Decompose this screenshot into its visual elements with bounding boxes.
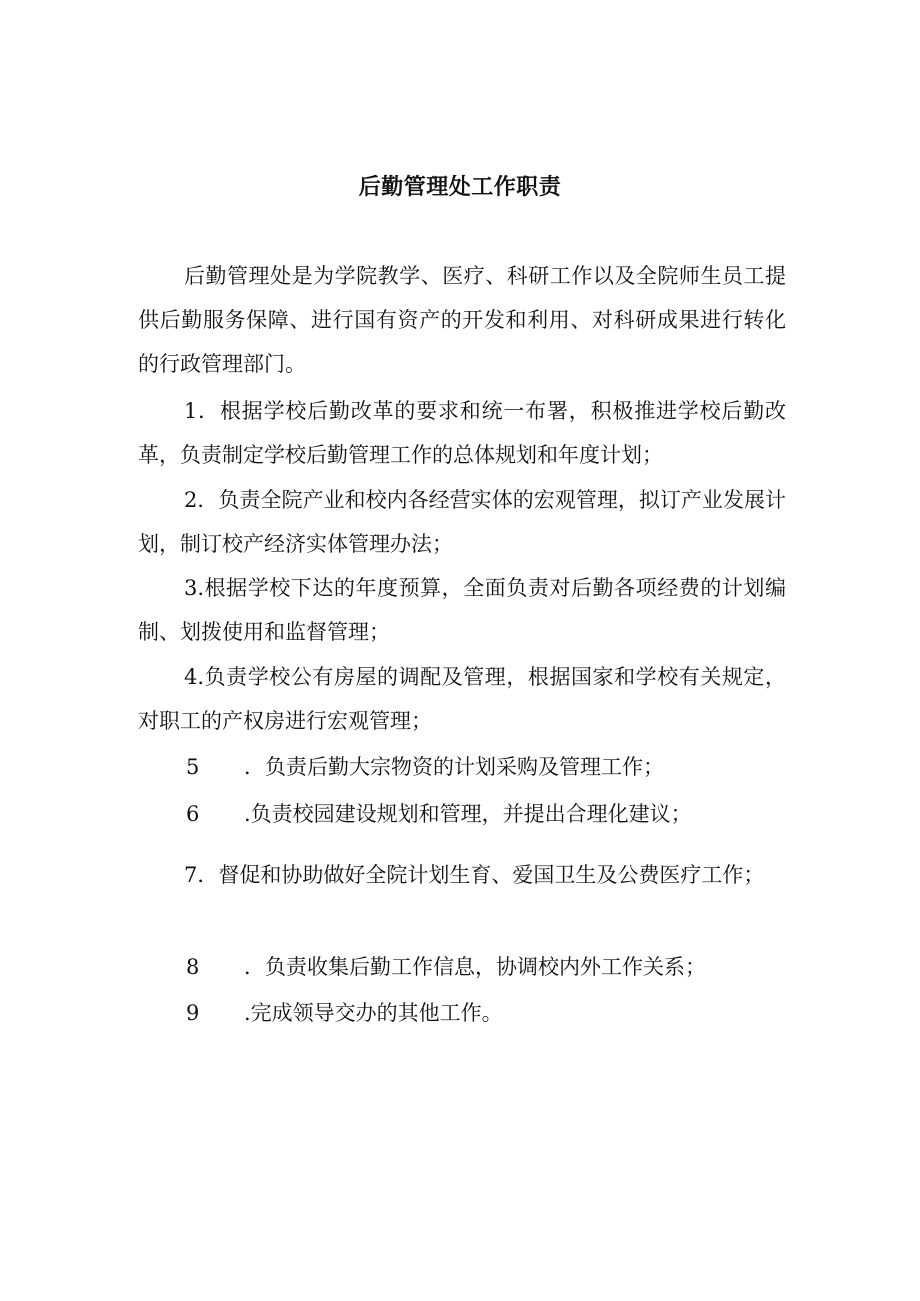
duty-item-6-text: .负责校园建设规划和管理，并提出合理化建议； [244, 802, 692, 826]
duty-item-9-text: .完成领导交办的其他工作。 [244, 1001, 503, 1025]
duty-item-4: 4.负责学校公有房屋的调配及管理，根据国家和学校有关规定，对职工的产权房进行宏观管理； [138, 665, 786, 733]
duty-item-5 [186, 745, 786, 789]
page-title: 后勤管理处工作职责 [358, 175, 562, 200]
duty-item-5-number: 5 [186, 755, 200, 779]
duty-item-8-number: 8 [186, 955, 200, 979]
duty-item-6-number: 6 [186, 802, 200, 826]
duty-item-9 [186, 991, 786, 1035]
duty-item-9-number: 9 [186, 1001, 200, 1025]
duty-item-8-text: ．负责收集后勤工作信息，协调校内外工作关系； [244, 955, 706, 979]
intro-paragraph: 后勤管理处是为学院教学、医疗、科研工作以及全院师生员工提供后勤服务保障、进行国有资产的开发和利用、对科研成果进行转化的行政管理部门。 [138, 264, 786, 376]
duty-item-1: 1．根据学校后勤改革的要求和统一布署，积极推进学校后勤改革，负责制定学校后勤管理工作的总体规划和年度计划； [138, 399, 786, 467]
duty-item-8 [186, 945, 786, 989]
duty-item-6 [186, 792, 786, 836]
duty-item-7: 7．督促和协助做好全院计划生育、爱国卫生及公费医疗工作； [184, 863, 765, 887]
duty-item-2: 2．负责全院产业和校内各经营实体的宏观管理，拟订产业发展计划，制订校产经济实体管理办法； [138, 488, 786, 556]
duty-item-5-text: ．负责后勤大宗物资的计划采购及管理工作； [244, 755, 664, 779]
duty-item-3: 3.根据学校下达的年度预算，全面负责对后勤各项经费的计划编制、划拨使用和监督管理； [138, 576, 786, 644]
